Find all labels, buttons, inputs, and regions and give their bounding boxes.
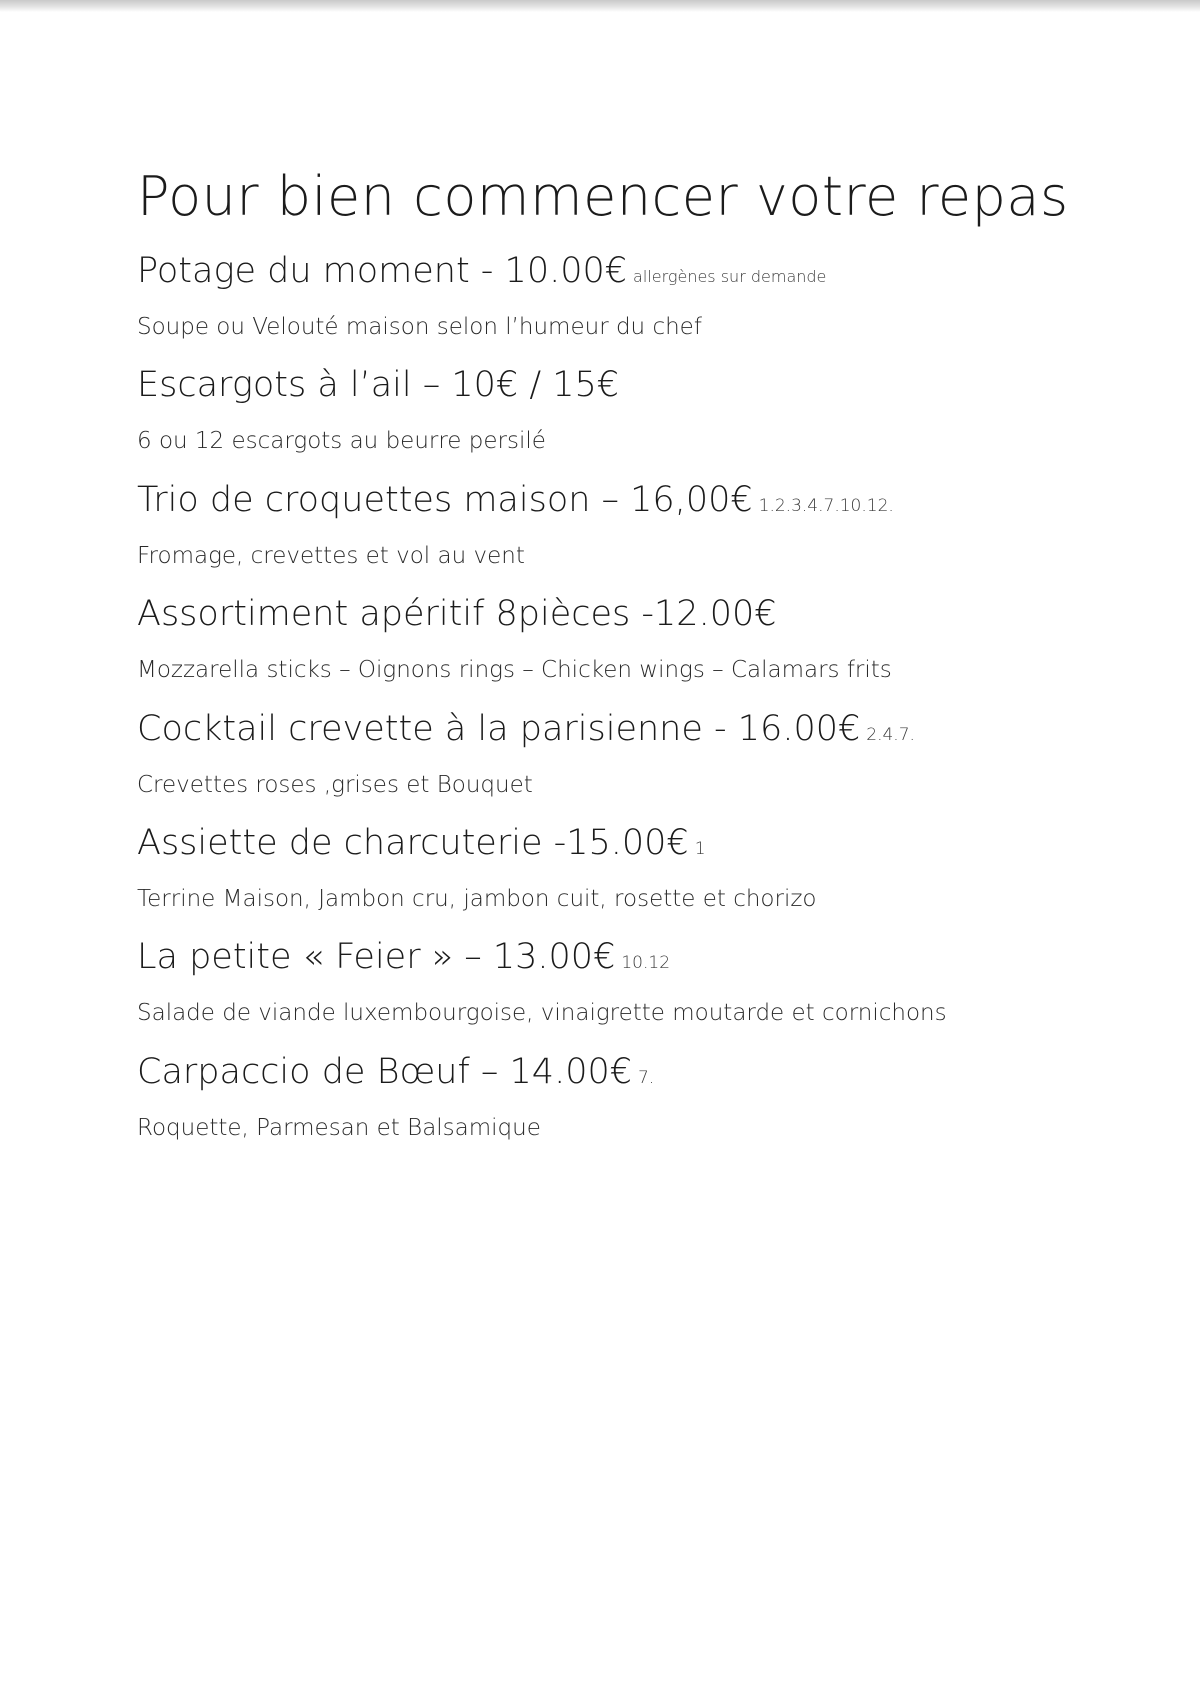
menu-item-name-price: Escargots à l’ail – 10€ / 15€: [137, 365, 620, 405]
menu-item-allergens: allergènes sur demande: [633, 267, 827, 286]
menu-item: [137, 248, 1137, 340]
menu-item-name-price: Cocktail crevette à la parisienne - 16.00€: [137, 709, 861, 749]
menu-item-description: Crevettes roses ,grises et Bouquet: [137, 772, 533, 798]
menu-item-name-price: Carpaccio de Bœuf – 14.00€: [137, 1052, 633, 1092]
menu-item-allergens: 7.: [638, 1068, 655, 1088]
menu-item-heading: [137, 1049, 1137, 1101]
menu-title: Pour bien commencer votre repas: [137, 165, 1069, 228]
menu-item-name-price: Assortiment apéritif 8pièces -12.00€: [137, 594, 777, 634]
menu-item-allergens: 10.12: [621, 953, 671, 973]
menu-item-heading: [137, 477, 1137, 529]
menu-item: [137, 362, 1137, 454]
menu-item-heading: [137, 934, 1137, 986]
menu-item: [137, 1049, 1137, 1141]
menu-item-allergens: 1: [694, 839, 706, 859]
menu-item-description: Roquette, Parmesan et Balsamique: [137, 1115, 541, 1141]
menu-item-name-price: Assiette de charcuterie -15.00€: [137, 823, 689, 863]
menu-item-description: 6 ou 12 escargots au beurre persilé: [137, 428, 546, 454]
menu-item-description: Terrine Maison, Jambon cru, jambon cuit, rosette et chorizo: [137, 886, 817, 912]
menu-item-heading: [137, 362, 1137, 414]
menu-item-description: Soupe ou Velouté maison selon l’humeur du chef: [137, 314, 702, 340]
menu-item-name-price: La petite « Feier » – 13.00€: [137, 937, 616, 977]
menu-item-heading: [137, 706, 1137, 758]
menu-item-description: Mozzarella sticks – Oignons rings – Chicken wings – Calamars frits: [137, 657, 892, 683]
menu-item: [137, 477, 1137, 569]
menu-item-allergens: 2.4.7.: [866, 725, 915, 745]
menu-item-description: Salade de viande luxembourgoise, vinaigrette moutarde et cornichons: [137, 1000, 947, 1026]
menu-item: [137, 591, 1137, 683]
menu-item-heading: [137, 591, 1137, 643]
menu-item-name-price: Potage du moment - 10.00€: [137, 251, 628, 291]
menu-item-description: Fromage, crevettes et vol au vent: [137, 543, 525, 569]
menu-item-name-price: Trio de croquettes maison – 16,00€: [137, 480, 753, 520]
menu-item-heading: [137, 820, 1137, 872]
menu-item-allergens: 1.2.3.4.7.10.12.: [758, 496, 894, 516]
menu-item: [137, 706, 1137, 798]
menu-item-heading: [137, 248, 1137, 300]
menu-item: [137, 820, 1137, 912]
menu-item: [137, 934, 1137, 1026]
